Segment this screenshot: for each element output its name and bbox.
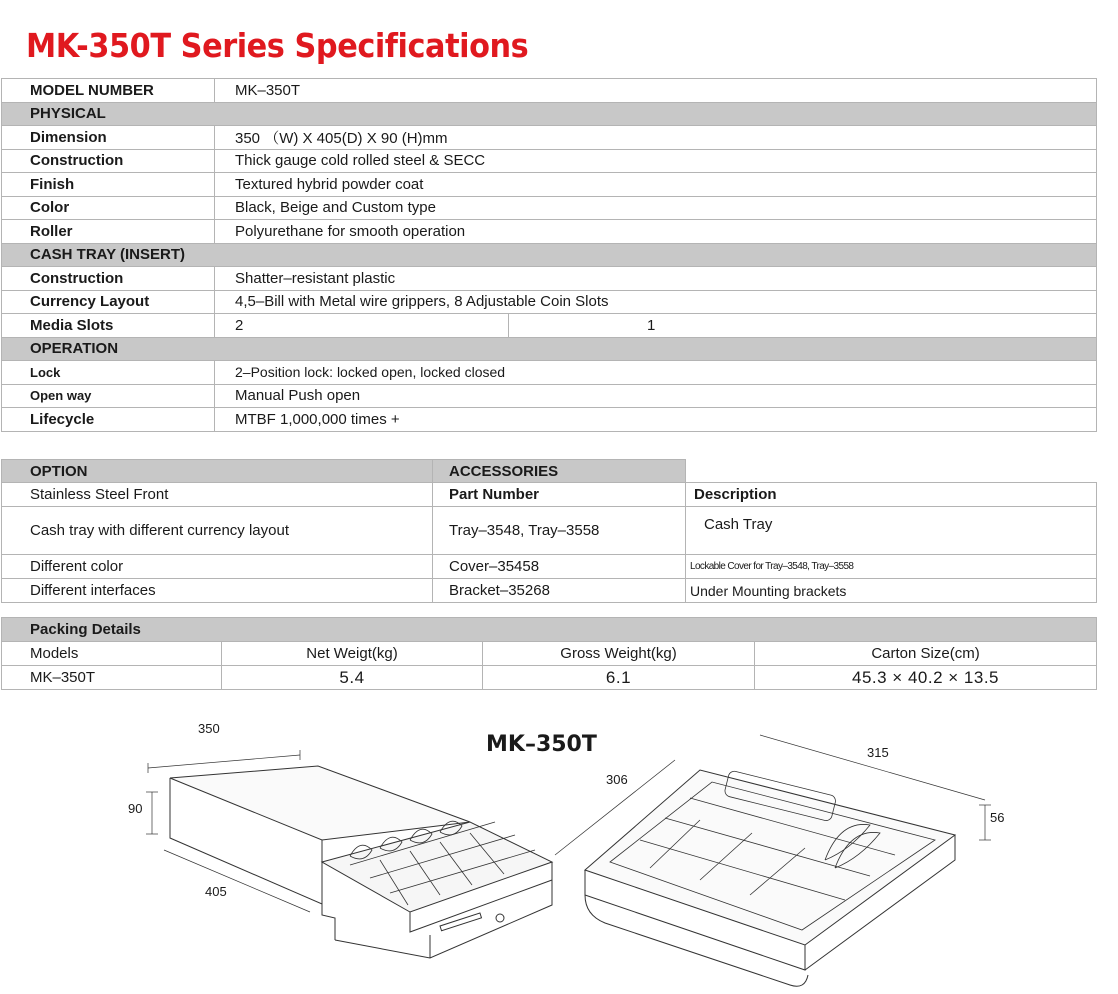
currency-layout-value: 4,5–Bill with Metal wire grippers, 8 Adjustable Coin Slots <box>215 290 1097 314</box>
column-header: Carton Size(cm) <box>755 642 1097 666</box>
open-way-label: Open way <box>2 384 215 408</box>
table-row <box>2 666 1097 690</box>
spec-row <box>2 149 1097 173</box>
part-number: Tray–3548, Tray–3558 <box>433 507 686 555</box>
color-label: Color <box>2 196 215 220</box>
description: Lockable Cover for Tray–3548, Tray–3558 <box>686 555 1097 579</box>
dim-width-right: 315 <box>867 745 889 760</box>
currency-layout-label: Currency Layout <box>2 290 215 314</box>
diagram-model-label: MK–350T <box>486 732 597 757</box>
packing-heading: Packing Details <box>2 618 1097 642</box>
part-number: Cover–35458 <box>433 555 686 579</box>
dim-height-left: 90 <box>128 801 143 816</box>
operation-section-header <box>2 337 1097 361</box>
description-header: Description <box>686 483 1097 507</box>
column-header: Models <box>2 642 222 666</box>
description: Under Mounting brackets <box>686 579 1097 603</box>
tray-construction-value: Shatter–resistant plastic <box>215 267 1097 291</box>
dim-height-right: 56 <box>990 810 1005 825</box>
option-heading: OPTION <box>2 460 433 483</box>
carton-size-cell: 45.3 × 40.2 × 13.5 <box>755 666 1097 690</box>
media-slots-value-b: 1 <box>509 314 1097 338</box>
option-item: Stainless Steel Front <box>2 483 433 507</box>
spec-row <box>2 290 1097 314</box>
option-item: Cash tray with different currency layout <box>2 507 433 555</box>
finish-label: Finish <box>2 173 215 197</box>
net-weight-cell: 5.4 <box>222 666 483 690</box>
description: Cash Tray <box>686 507 1097 555</box>
table-row <box>2 483 1097 507</box>
column-header: Net Weigt(kg) <box>222 642 483 666</box>
dim-depth-left: 405 <box>205 884 227 899</box>
dimension-label: Dimension <box>2 126 215 150</box>
blank-cell <box>686 460 1097 483</box>
options-header-row <box>2 460 1097 483</box>
options-accessories-table <box>1 459 1097 603</box>
media-slots-value-a: 2 <box>215 314 509 338</box>
drawer-left-illustration <box>146 750 552 958</box>
model-number-label: MODEL NUMBER <box>2 79 215 103</box>
construction-value: Thick gauge cold rolled steel & SECC <box>215 149 1097 173</box>
table-row <box>2 579 1097 603</box>
option-item: Different color <box>2 555 433 579</box>
operation-heading: OPERATION <box>2 337 1097 361</box>
packing-columns-row <box>2 642 1097 666</box>
dimension-value: 350 （W) X 405(D) X 90 (H)mm <box>215 126 1097 150</box>
roller-value: Polyurethane for smooth operation <box>215 220 1097 244</box>
option-item: Different interfaces <box>2 579 433 603</box>
model-number-value: MK–350T <box>215 79 1097 103</box>
accessories-heading: ACCESSORIES <box>433 460 686 483</box>
spec-row <box>2 220 1097 244</box>
dim-depth-right: 306 <box>606 772 628 787</box>
specifications-table <box>1 78 1097 432</box>
table-row <box>2 507 1097 555</box>
lock-value: 2–Position lock: locked open, locked closed <box>215 361 1097 385</box>
physical-heading: PHYSICAL <box>2 102 1097 126</box>
column-header: Gross Weight(kg) <box>483 642 755 666</box>
roller-label: Roller <box>2 220 215 244</box>
model-number-row <box>2 79 1097 103</box>
spec-row <box>2 314 1097 338</box>
dim-width-left: 350 <box>198 721 220 736</box>
lifecycle-label: Lifecycle <box>2 408 215 432</box>
cash-tray-heading: CASH TRAY (INSERT) <box>2 243 1097 267</box>
lock-label: Lock <box>2 361 215 385</box>
cash-tray-section-header <box>2 243 1097 267</box>
packing-header-row <box>2 618 1097 642</box>
color-value: Black, Beige and Custom type <box>215 196 1097 220</box>
spec-row <box>2 361 1097 385</box>
spec-row <box>2 267 1097 291</box>
spec-row <box>2 126 1097 150</box>
part-number: Bracket–35268 <box>433 579 686 603</box>
media-slots-label: Media Slots <box>2 314 215 338</box>
packing-details-table <box>1 617 1097 690</box>
page-title: MK-350T Series Specifications <box>26 26 529 65</box>
lifecycle-value: MTBF 1,000,000 times + <box>215 408 1097 432</box>
spec-row <box>2 384 1097 408</box>
gross-weight-cell: 6.1 <box>483 666 755 690</box>
table-row <box>2 555 1097 579</box>
part-number-header: Part Number <box>433 483 686 507</box>
spec-row <box>2 196 1097 220</box>
tray-construction-label: Construction <box>2 267 215 291</box>
construction-label: Construction <box>2 149 215 173</box>
spec-row <box>2 408 1097 432</box>
physical-section-header <box>2 102 1097 126</box>
model-cell: MK–350T <box>2 666 222 690</box>
open-way-value: Manual Push open <box>215 384 1097 408</box>
finish-value: Textured hybrid powder coat <box>215 173 1097 197</box>
spec-row <box>2 173 1097 197</box>
